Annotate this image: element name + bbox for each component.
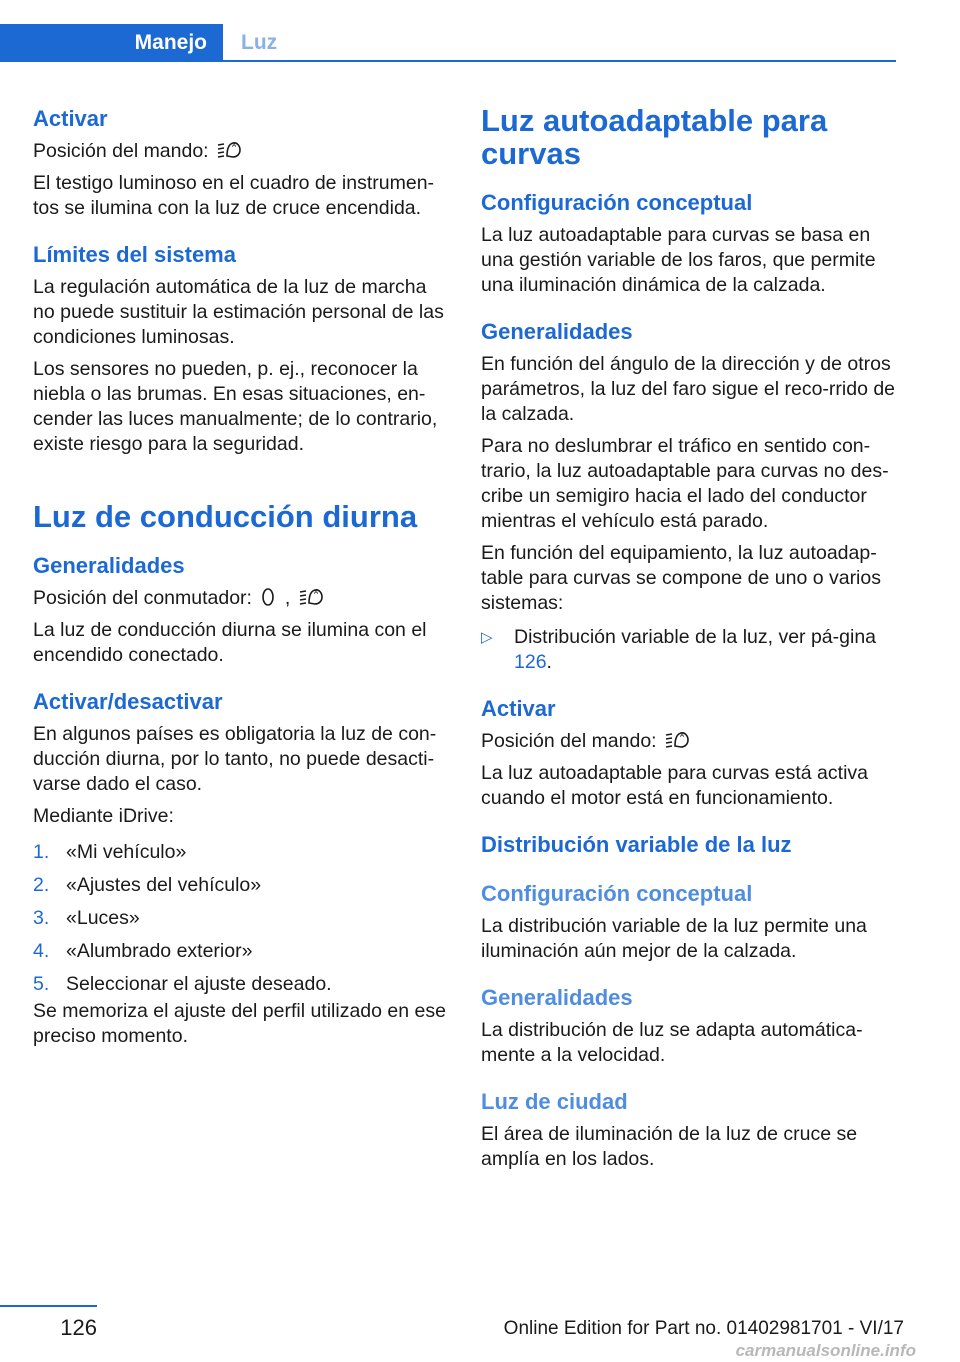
bullet-triangle-icon: ▷ bbox=[481, 629, 493, 646]
svg-text:A: A bbox=[313, 589, 318, 596]
list-item: ▷ Distribución variable de la luz, ver pá-gina 126. bbox=[481, 626, 877, 673]
tab-manejo[interactable]: Manejo bbox=[0, 24, 223, 62]
diurna-generalidades-heading: Generalidades bbox=[33, 553, 185, 578]
list-item: 4. «Alumbrado exterior» bbox=[33, 940, 253, 962]
diurna-paragraph-3: Se memoriza el ajuste del perfil utilizado en ese preciso momento. bbox=[33, 1000, 446, 1047]
left-column bbox=[33, 98, 451, 1049]
page-link[interactable]: 126 bbox=[514, 651, 547, 673]
list-item: 1. «Mi vehículo» bbox=[33, 841, 187, 863]
list-item: 5. Seleccionar el ajuste deseado. bbox=[33, 973, 332, 995]
auto-headlight-icon-3 bbox=[664, 730, 690, 750]
diurna-paragraph-2: En algunos países es obligatoria la luz de con-ducción diurna, por lo tanto, no puede desacti-varse dado el caso. bbox=[33, 723, 437, 795]
page-number: 126 bbox=[60, 1315, 97, 1340]
limites-heading: Límites del sistema bbox=[33, 242, 236, 267]
list-item: 3. «Luces» bbox=[33, 907, 140, 929]
config-paragraph: La luz autoadaptable para curvas se basa en una gestión variable de los faros, que permite una iluminación dinámica de la calzada. bbox=[481, 224, 876, 296]
generalidades-paragraph-3: En función del equipamiento, la luz autoadap-table para curvas se compone de uno o varios sistemas: bbox=[481, 542, 881, 614]
generalidades-heading: Generalidades bbox=[481, 319, 633, 344]
activar-description: El testigo luminoso en el cuadro de instrumen-tos se ilumina con la luz de cruce encendida. bbox=[33, 172, 435, 219]
config-heading: Configuración conceptual bbox=[481, 190, 753, 215]
generalidades-paragraph-2: Para no deslumbrar el tráfico en sentido con-trario, la luz autoadaptable para curvas no des-cribe un semigiro hacia el lado del conductor mientras el vehículo está parado. bbox=[481, 435, 889, 532]
curvas-activar-paragraph: La luz autoadaptable para curvas está activa cuando el motor está en funcionamiento. bbox=[481, 762, 869, 809]
diurna-heading: Luz de conducción diurna bbox=[33, 499, 418, 534]
auto-headlight-icon bbox=[216, 140, 242, 160]
distribucion-config-heading: Configuración conceptual bbox=[481, 881, 753, 906]
conmutador-line bbox=[33, 586, 451, 611]
auto-headlight-icon-2 bbox=[298, 587, 324, 607]
limites-paragraph-2: Los sensores no pueden, p. ej., reconocer la niebla o las brumas. En esas situaciones, en-cender las luces manualmente; de lo contrario, existe riesgo para la seguridad. bbox=[33, 358, 438, 455]
watermark: carmanualsonline.info bbox=[735, 1341, 916, 1360]
activar-heading: Activar bbox=[33, 106, 108, 131]
idrive-steps bbox=[33, 840, 451, 999]
distribucion-config-paragraph: La distribución variable de la luz permite una iluminación aún mejor de la calzada. bbox=[481, 915, 867, 962]
activar-position-text: Posición del mando: bbox=[33, 140, 209, 162]
svg-text:A: A bbox=[680, 732, 685, 739]
ciudad-paragraph: El área de iluminación de la luz de cruce se amplía en los lados. bbox=[481, 1123, 858, 1170]
header-tabs bbox=[0, 24, 896, 62]
diurna-paragraph-1: La luz de conducción diurna se ilumina con el encendido conectado. bbox=[33, 619, 427, 666]
icon-separator: , bbox=[284, 587, 291, 609]
curvas-position-line bbox=[481, 729, 899, 754]
list-item: 2. «Ajustes del vehículo» bbox=[33, 874, 262, 896]
edition-note: Online Edition for Part no. 01402981701 - VI/17 bbox=[503, 1318, 904, 1339]
distribucion-generalidades-heading: Generalidades bbox=[481, 985, 633, 1010]
conmutador-text: Posición del conmutador: bbox=[33, 587, 252, 609]
header-rule bbox=[0, 60, 896, 62]
right-column bbox=[481, 98, 899, 1172]
curvas-position-text: Posición del mando: bbox=[481, 730, 657, 752]
generalidades-paragraph-1: En función del ángulo de la dirección y de otros parámetros, la luz del faro sigue el reco-rrido de la calzada. bbox=[481, 353, 896, 425]
position-zero-icon bbox=[259, 587, 277, 607]
tab-luz[interactable]: Luz bbox=[241, 31, 278, 54]
footer-rule bbox=[0, 1305, 97, 1307]
idrive-label: Mediante iDrive: bbox=[33, 805, 174, 827]
ciudad-heading: Luz de ciudad bbox=[481, 1089, 628, 1114]
limites-paragraph-1: La regulación automática de la luz de marcha no puede sustituir la estimación personal de las condiciones luminosas. bbox=[33, 276, 444, 348]
curvas-activar-heading: Activar bbox=[481, 696, 556, 721]
activar-desactivar-heading: Activar/desactivar bbox=[33, 689, 223, 714]
curvas-heading: Luz autoadaptable para curvas bbox=[481, 103, 828, 171]
distribucion-generalidades-paragraph: La distribución de luz se adapta automática-mente a la velocidad. bbox=[481, 1019, 863, 1066]
activar-position-line bbox=[33, 139, 451, 164]
svg-text:A: A bbox=[232, 142, 237, 149]
distribucion-heading: Distribución variable de la luz bbox=[481, 832, 792, 857]
